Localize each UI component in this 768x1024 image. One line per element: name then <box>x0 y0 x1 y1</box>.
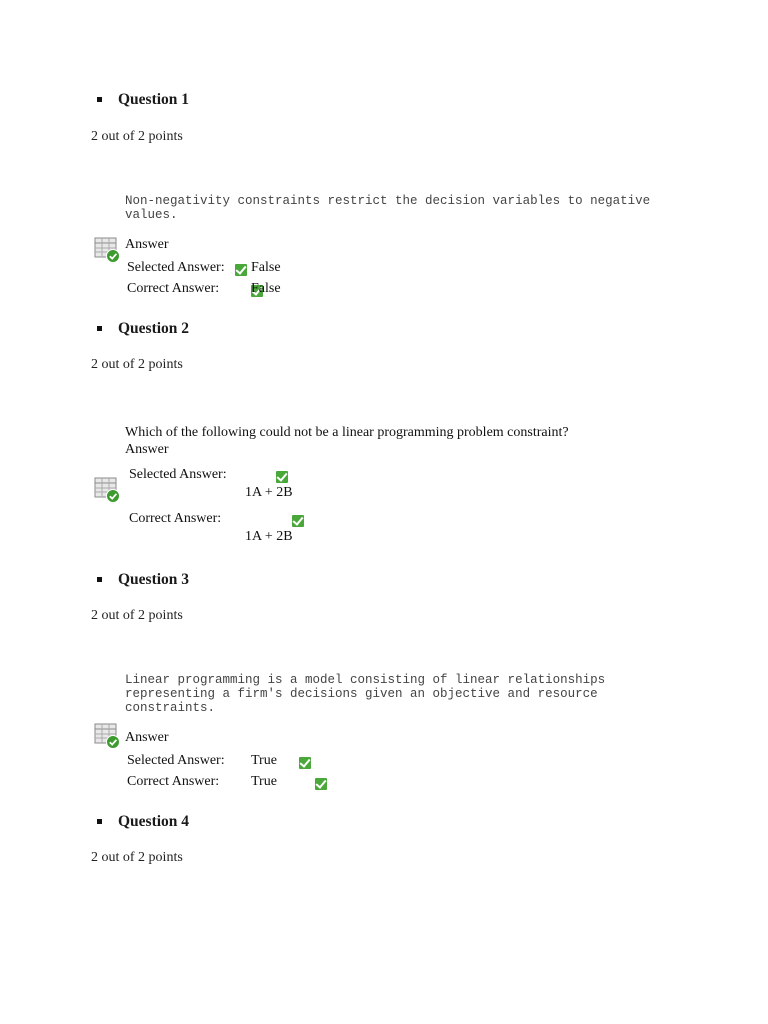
selected-answer-label: Selected Answer: <box>127 753 225 768</box>
check-icon <box>315 778 327 790</box>
correct-answer-label: Correct Answer: <box>127 774 220 789</box>
selected-answer-label: Selected Answer: <box>127 260 225 275</box>
correct-answer-value: 1A + 2B <box>245 529 293 544</box>
check-icon <box>235 264 247 276</box>
question-title: Question 4 <box>118 813 190 830</box>
selected-answer-value: False <box>251 260 281 275</box>
selected-answer-label: Selected Answer: <box>129 467 227 482</box>
question-title: Question 1 <box>118 91 190 108</box>
question-points: 2 out of 2 points <box>91 357 183 372</box>
question-title: Question 3 <box>118 571 190 588</box>
check-icon <box>276 471 288 483</box>
question-bullet <box>97 97 102 102</box>
question-bullet <box>97 577 102 582</box>
answer-label: Answer <box>125 237 169 252</box>
correct-answer-label: Correct Answer: <box>129 511 222 526</box>
question-bullet <box>97 326 102 331</box>
selected-answer-value: 1A + 2B <box>245 485 293 500</box>
question-points: 2 out of 2 points <box>91 129 183 144</box>
correct-answer-label: Correct Answer: <box>127 281 220 296</box>
question-text: Which of the following could not be a linear programming problem constraint? <box>125 425 569 440</box>
question-bullet <box>97 819 102 824</box>
answer-correct-icon <box>94 237 120 263</box>
question-text: Non-negativity constraints restrict the decision variables to negative values. <box>125 194 651 222</box>
question-title: Question 2 <box>118 320 190 337</box>
answer-label: Answer <box>125 442 169 457</box>
correct-answer-value: True <box>251 774 277 789</box>
question-text: Linear programming is a model consisting of linear relationships representing a firm's decisions given an objective and resource constraints. <box>125 673 606 715</box>
answer-correct-icon <box>94 477 120 503</box>
answer-label: Answer <box>125 730 169 745</box>
question-points: 2 out of 2 points <box>91 850 183 865</box>
answer-correct-icon <box>94 723 120 749</box>
check-icon <box>299 757 311 769</box>
check-icon <box>292 515 304 527</box>
question-points: 2 out of 2 points <box>91 608 183 623</box>
selected-answer-value: True <box>251 753 277 768</box>
correct-answer-value: False <box>251 281 281 296</box>
